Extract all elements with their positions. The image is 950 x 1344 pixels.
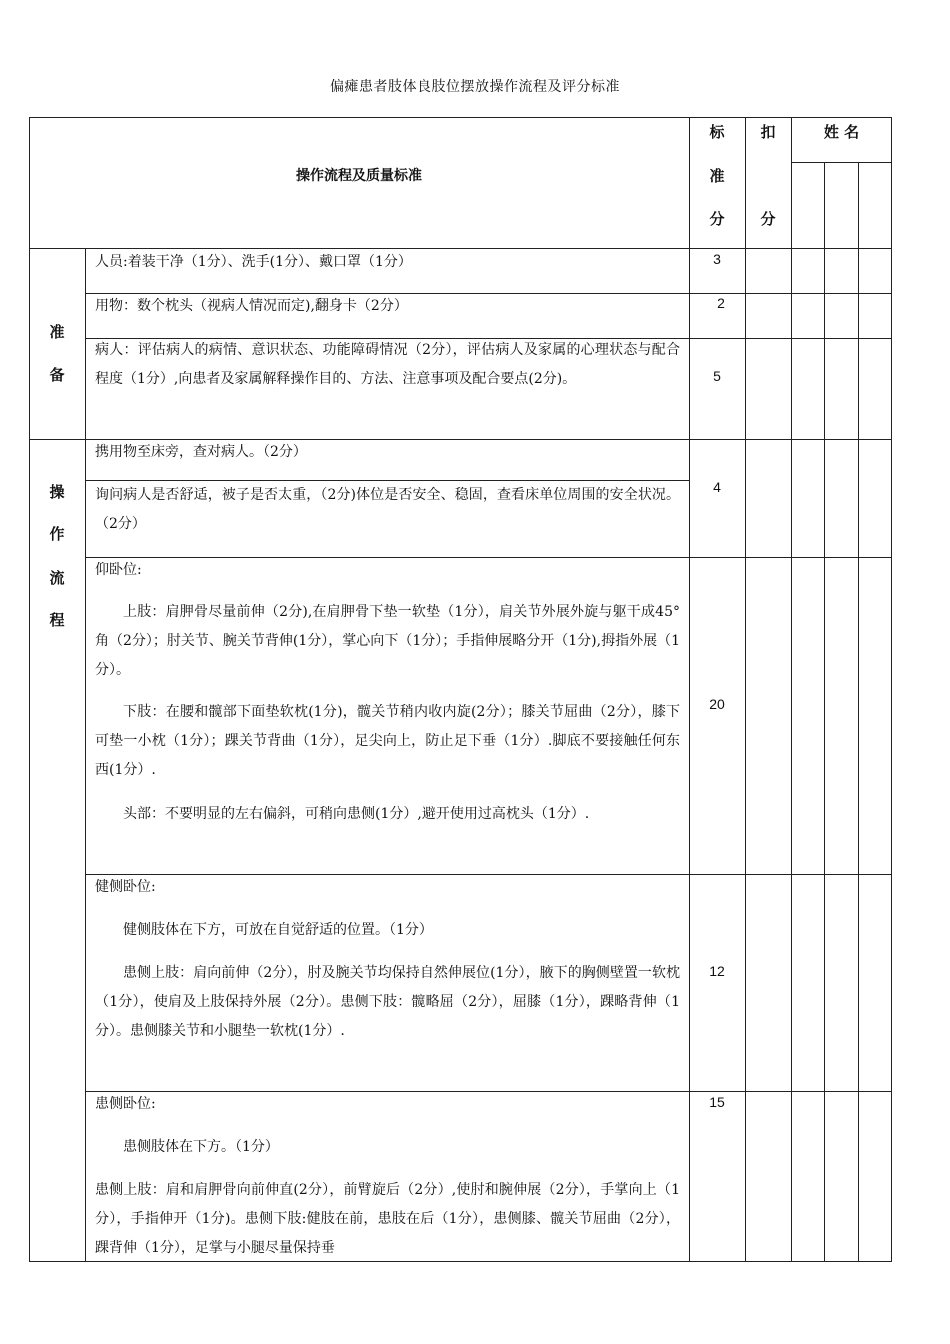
- affected-side-score: 15: [709, 1094, 725, 1110]
- supine-head: 头部：不要明显的左右偏斜，可稍向患侧(1分）,避开使用过高枕头（1分）.: [123, 806, 590, 822]
- deduct-header-char-2: 分: [760, 210, 776, 228]
- col-line-name-2: [824, 162, 825, 1262]
- standard-header-char-1: 标: [709, 123, 725, 141]
- table-border-top: [29, 117, 892, 118]
- healthy-side-para-2: 患侧上肢：肩向前伸（2分），肘及腕关节均保持自然伸展位(1分），腋下的胸侧壁置一软枕（1分），使肩及上肢保持外展（2分）。患侧下肢：髋略屈（2分），屈膝（1分），踝略背伸（1分）。患侧膝关节和小腿垫一软枕(1分）.: [95, 965, 680, 1039]
- document-title: 偏瘫患者肢体良肢位摆放操作流程及评分标准: [330, 79, 620, 95]
- affected-side-title: 患侧卧位:: [95, 1096, 156, 1112]
- section-process-char-4: 程: [49, 611, 65, 629]
- healthy-side-title: 健侧卧位:: [95, 879, 156, 895]
- deduct-header-char-1: 扣: [760, 123, 776, 141]
- row-personnel-score: 3: [713, 251, 721, 267]
- table-border-left: [29, 117, 30, 1262]
- name-header-divider: [791, 162, 892, 163]
- supine-title: 仰卧位:: [95, 562, 142, 578]
- affected-side-para-1: 患侧肢体在下方。（1分）: [123, 1139, 279, 1155]
- supine-upper-limb: 上肢：肩胛骨尽量前伸（2分),在肩胛骨下垫一软垫（1分），肩关节外展外旋与躯干成45°角（2分）；肘关节、腕关节背伸(1分），掌心向下（1分）；手指伸展略分开（1分),拇指外展（1分）。: [95, 604, 680, 678]
- healthy-side-para-1: 健侧肢体在下方，可放在自觉舒适的位置。（1分）: [123, 922, 433, 938]
- supine-score: 20: [709, 696, 725, 712]
- row-bring-text: 携用物至床旁，查对病人。（2分）: [95, 444, 307, 460]
- affected-side-para-2: 患侧上肢：肩和肩胛骨向前伸直(2分），前臂旋后（2分）,使肘和腕伸展（2分），手掌向上（1分），手指伸开（1分)。患侧下肢:健肢在前，患肢在后（1分），患侧膝、髋关节屈曲（2分），踝背伸（1分），足掌与小腿尽量保持垂: [95, 1182, 680, 1256]
- row-ask-score: 4: [713, 479, 721, 495]
- standard-header-char-3: 分: [709, 210, 725, 228]
- row-supplies-text: 用物：数个枕头（视病人情况而定),翻身卡（2分）: [95, 298, 408, 314]
- section-prep-char-2: 备: [49, 366, 65, 384]
- section-process-char-2: 作: [49, 525, 65, 543]
- row-patient-text: 病人：评估病人的病情、意识状态、功能障碍情况（2分），评估病人及家属的心理状态与配合程度（1分）,向患者及家属解释操作目的、方法、注意事项及配合要点(2分)。: [95, 342, 680, 387]
- healthy-side-score: 12: [709, 963, 725, 979]
- standard-header-char-2: 准: [709, 167, 725, 185]
- scoring-table: [29, 117, 892, 1262]
- table-border-bottom: [29, 1261, 892, 1262]
- col-line-name-3: [858, 162, 859, 1262]
- section-prep-char-1: 准: [49, 323, 65, 341]
- col-line-section: [85, 248, 86, 1262]
- name-header: 姓 名: [823, 123, 860, 141]
- row-supplies-score: 2: [717, 295, 725, 311]
- row-personnel-text: 人员:着装干净（1分）、洗手(1分）、戴口罩（1分）: [95, 254, 412, 270]
- row-patient-score: 5: [713, 368, 721, 384]
- supine-lower-limb: 下肢：在腰和髋部下面垫软枕(1分)，髋关节稍内收内旋(2分）；膝关节屈曲（2分），膝下可垫一小枕（1分）；踝关节背曲（1分），足尖向上，防止足下垂（1分）.脚底不要接触任何东西(1分）.: [95, 704, 680, 778]
- section-process-char-3: 流: [49, 569, 65, 587]
- section-process-char-1: 操: [49, 483, 65, 501]
- process-column-header: 操作流程及质量标准: [296, 168, 422, 184]
- row-ask-text: 询问病人是否舒适，被子是否太重，（2分)体位是否安全、稳固，查看床单位周围的安全状况。（2分）: [95, 487, 680, 532]
